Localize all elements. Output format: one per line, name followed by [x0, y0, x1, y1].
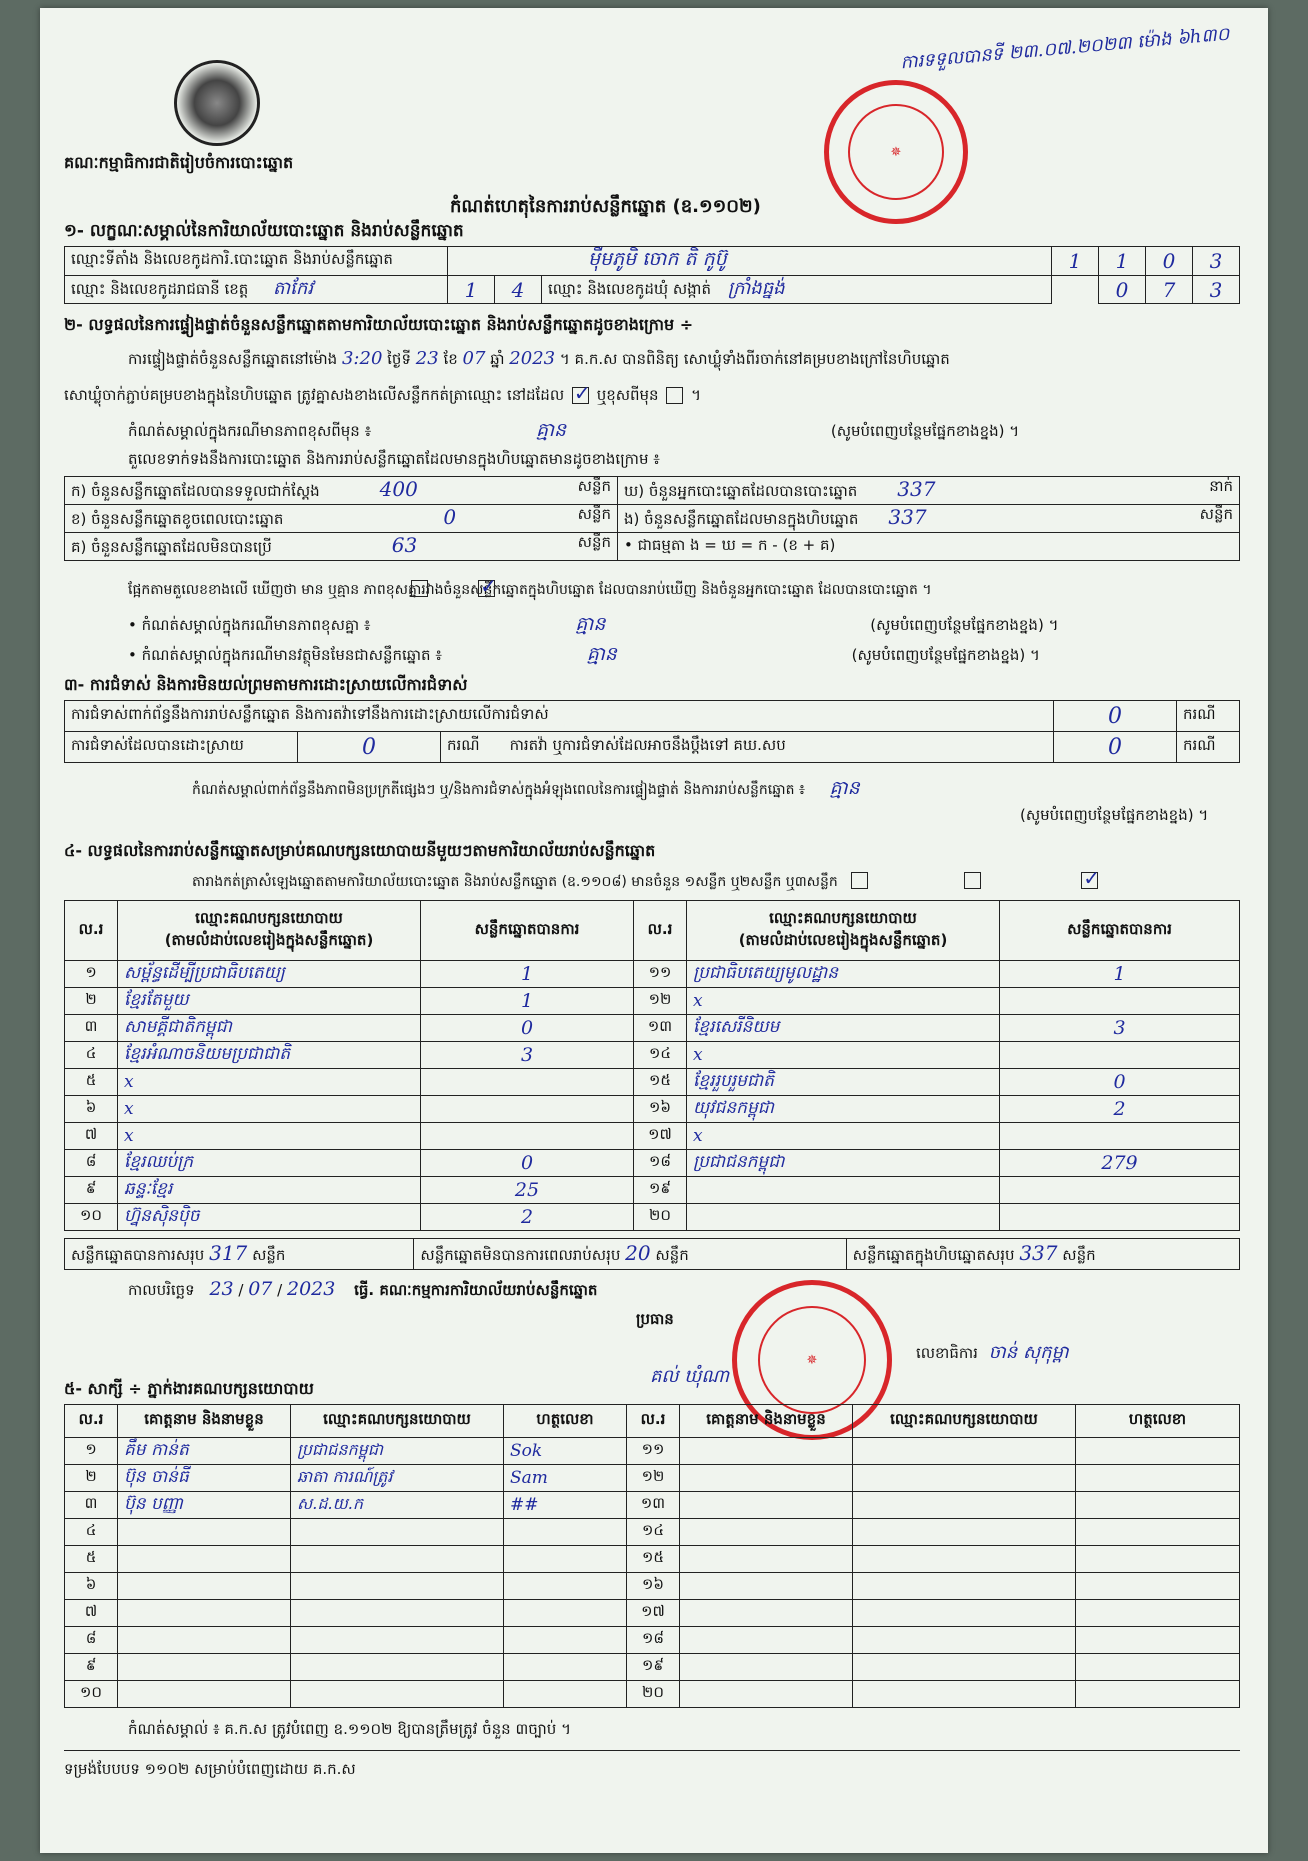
chair-name: គល់ ឃុំណា	[650, 1366, 730, 1387]
objection-row-1: ការជំទាស់ពាក់ព័ន្ធនឹងការរាប់សន្លឹកឆ្នោត និងការតវ៉ាទៅនឹងការដោះស្រាយលើការជំទាស់	[65, 701, 1054, 732]
witness-name	[680, 1573, 853, 1600]
fig-b-value: 0	[443, 505, 457, 529]
footer-note: កំណត់សម្គាល់ ៖ គ.ក.ស ត្រូវបំពេញ ឧ.១១០២ ឱ្យបានត្រឹមត្រូវ ចំនួន ៣ច្បាប់ ។	[128, 1720, 571, 1738]
result-party: ប្រជាធិបតេយ្យមូលដ្ឋាន	[687, 961, 1000, 988]
witness-no: ៦	[65, 1573, 118, 1600]
result-party: x	[118, 1096, 421, 1123]
witness-row	[65, 1600, 1240, 1627]
irregularity-fill: (សូមបំពេញបន្ថែមផ្នែកខាងខ្នង) ។	[1020, 806, 1209, 824]
results-row	[65, 1015, 1240, 1042]
result-votes: 1	[421, 988, 634, 1015]
date-month: 07	[248, 1278, 273, 1300]
secretary-line: លេខាធិការ ចាន់ សុកុម្ពា	[916, 1342, 1069, 1363]
result-no: ១០	[65, 1204, 118, 1231]
witness-row	[65, 1681, 1240, 1708]
witness-signature	[1076, 1519, 1240, 1546]
results-row	[65, 1177, 1240, 1204]
witness-name	[118, 1681, 291, 1708]
result-votes: 2	[1000, 1096, 1240, 1123]
witness-signature	[504, 1600, 627, 1627]
witness-col-no-right: ល.រ	[627, 1405, 680, 1438]
note3-line: • កំណត់សម្គាល់ក្នុងករណីមានវត្ថុមិនមែនជាសន្លឹកឆ្នោត ៖ គ្មាន (សូមបំពេញបន្ថែមផ្នែកខាងខ្នង) ។	[128, 643, 1040, 665]
fig-a: ក) ចំនួនសន្លឹកឆ្នោតដែលបានទទួលជាក់ស្តែង 400 សន្លឹក	[65, 477, 618, 505]
note-diff-line: កំណត់សម្គាល់ក្នុងករណីមានភាពខុសពីមុន ៖ គ្មាន (សូមបំពេញបន្ថែមផ្នែកខាងខ្នង) ។	[128, 419, 1020, 441]
result-votes	[1000, 988, 1240, 1015]
result-no: ១៥	[634, 1069, 687, 1096]
station-code-2: 1	[1099, 247, 1146, 276]
witness-no: ១	[65, 1438, 118, 1465]
witness-signature	[1076, 1492, 1240, 1519]
witness-name	[118, 1546, 291, 1573]
fig-e-value: 337	[888, 505, 927, 529]
result-party: ហ្វ៊ុនស៊ិនប៉ិច	[118, 1204, 421, 1231]
witness-signature	[1076, 1438, 1240, 1465]
section5-title: ៥- សាក្សី ÷ ភ្នាក់ងារគណបក្សនយោបាយ	[64, 1379, 314, 1398]
witness-party	[291, 1573, 504, 1600]
witness-row	[65, 1438, 1240, 1465]
witness-signature: Sok	[504, 1438, 627, 1465]
result-votes	[1000, 1204, 1240, 1231]
witness-party	[291, 1519, 504, 1546]
station-code-3: 0	[1146, 247, 1193, 276]
fig-d: ឃ) ចំនួនអ្នកបោះឆ្នោតដែលបានបោះឆ្នោត 337 នាក់	[618, 477, 1240, 505]
witness-signature	[1076, 1573, 1240, 1600]
results-row	[65, 1123, 1240, 1150]
witness-no: ៤	[65, 1519, 118, 1546]
compare-line: ផ្អែកតាមតួលេខខាងលើ ឃើញថា មាន ឬគ្មាន ភាពខុសគ្នារវាងចំនួនសន្លឹកឆ្នោតក្នុងហិបឆ្នោត ដែលបានរាប់ឃើញ និងចំនួនអ្នកបោះឆ្នោត ដែលបានបោះឆ្នោត ។	[128, 582, 932, 598]
result-party: ឆន្ទៈខ្មែរ	[118, 1177, 421, 1204]
province-code-1: 1	[448, 276, 495, 304]
station-code-1: 1	[1052, 247, 1099, 276]
changed-checkbox[interactable]	[666, 387, 683, 404]
witness-no: ៩	[65, 1654, 118, 1681]
result-votes: 0	[421, 1015, 634, 1042]
result-party	[687, 1204, 1000, 1231]
verify-line-2: សោឃ្លុំចាក់ភ្ជាប់គម្របខាងក្នុងនៃហិបឆ្នោត ត្រូវគ្នាសងខាងលើសន្លឹកកត់ត្រាឈ្មោះ នៅដដែល ✓ ឬខុសពីមុន ។	[64, 386, 701, 408]
result-party: x	[687, 988, 1000, 1015]
results-row	[65, 1042, 1240, 1069]
note2-line: • កំណត់សម្គាល់ក្នុងករណីមានភាពខុសគ្នា ៖ គ្មាន (សូមបំពេញបន្ថែមផ្នែកខាងខ្នង) ។	[128, 613, 1059, 635]
tally-sheets-line: តារាងកត់ត្រាសំឡេងឆ្នោតតាមការិយាល័យបោះឆ្នោត និងរាប់សន្លឹកឆ្នោត (ឧ.១១០៨) មានចំនួន ១សន្លឹក ឬ២សន្លឹក ឬ៣សន្លឹក	[192, 874, 838, 890]
witness-signature	[1076, 1654, 1240, 1681]
results-row	[65, 1204, 1240, 1231]
station-value: ម៉ឺមភូមិ ចោក តិ កូប៊ូ	[448, 247, 1052, 276]
result-no: ១១	[634, 961, 687, 988]
witness-party	[853, 1681, 1076, 1708]
province-code-2: 4	[495, 276, 542, 304]
total-box-value: 337	[1019, 1240, 1058, 1265]
results-row	[65, 1150, 1240, 1177]
witness-party	[291, 1546, 504, 1573]
fig-c: គ) ចំនួនសន្លឹកឆ្នោតដែលមិនបានប្រើ 63 សន្លឹក	[65, 533, 618, 561]
witness-no: ២០	[627, 1681, 680, 1708]
witness-no: ១៣	[627, 1492, 680, 1519]
witness-signature	[1076, 1681, 1240, 1708]
result-party: x	[118, 1069, 421, 1096]
fig-a-value: 400	[379, 477, 418, 501]
form-title: កំណត់ហេតុនៃការរាប់សន្លឹកឆ្នោត (ឧ.១១០២)	[450, 196, 761, 217]
witness-party	[291, 1654, 504, 1681]
result-votes: 2	[421, 1204, 634, 1231]
witness-signature	[504, 1573, 627, 1600]
witness-party	[291, 1681, 504, 1708]
witness-name	[680, 1546, 853, 1573]
witness-no: ៧	[65, 1600, 118, 1627]
witness-party	[853, 1573, 1076, 1600]
note2-value: គ្មាន	[575, 613, 606, 635]
footer-form-code: ទម្រង់បែបបទ ១១០២ សម្រាប់បំពេញដោយ គ.ក.ស	[64, 1760, 356, 1778]
witness-signature	[504, 1519, 627, 1546]
total-invalid: សន្លឹកឆ្នោតមិនបានការពេលរាប់សរុប 20 សន្លឹក	[414, 1239, 846, 1270]
irregularity-value: គ្មាន	[829, 777, 860, 799]
note3-value: គ្មាន	[586, 643, 617, 665]
result-no: ១៣	[634, 1015, 687, 1042]
totals-table	[64, 1238, 1240, 1270]
results-row	[65, 961, 1240, 988]
result-votes	[421, 1069, 634, 1096]
result-party: ខ្មែរតែមួយ	[118, 988, 421, 1015]
result-party: x	[118, 1123, 421, 1150]
witness-party	[853, 1654, 1076, 1681]
witness-no: ១៥	[627, 1546, 680, 1573]
figures-table	[64, 476, 1240, 561]
objections-table	[64, 700, 1240, 763]
section3-title: ៣- ការជំទាស់ និងការមិនយល់ព្រមតាមការដោះស្រាយលើការជំទាស់	[64, 675, 468, 694]
witness-row	[65, 1492, 1240, 1519]
results-col-votes-right: សន្លឹកឆ្នោតបានការ	[1000, 901, 1240, 961]
total-valid-value: 317	[209, 1240, 248, 1265]
witness-signature	[504, 1654, 627, 1681]
witness-no: ៣	[65, 1492, 118, 1519]
result-no: ២០	[634, 1204, 687, 1231]
result-party: x	[687, 1123, 1000, 1150]
official-stamp-bottom: ✵	[732, 1280, 892, 1440]
witness-row	[65, 1654, 1240, 1681]
result-party: ខ្មែរសេរីនិយម	[687, 1015, 1000, 1042]
results-col-no-right: ល.រ	[634, 901, 687, 961]
org-name: គណៈកម្មាធិការជាតិរៀបចំការបោះឆ្នោត	[64, 153, 294, 172]
witness-no: ១២	[627, 1465, 680, 1492]
witness-name: ប៊ុន បញ្ញា	[118, 1492, 291, 1519]
result-party	[687, 1177, 1000, 1204]
date-year: 2023	[287, 1278, 336, 1300]
result-no: ១៨	[634, 1150, 687, 1177]
witness-name	[680, 1492, 853, 1519]
result-no: ១៤	[634, 1042, 687, 1069]
result-party: ខ្មែរអំណាចនិយមប្រជាជាតិ	[118, 1042, 421, 1069]
irregularity-note: កំណត់សម្គាល់ពាក់ព័ន្ធនឹងភាពមិនប្រក្រតីផ្សេងៗ ឬ/និងការជំទាស់ក្នុងអំឡុងពេលនៃការផ្ទៀងផ្ទាត់ និងការរាប់សន្លឹកឆ្នោត ៖ គ្មាន	[192, 777, 860, 799]
commune-code-3: 3	[1193, 276, 1240, 304]
result-votes	[1000, 1123, 1240, 1150]
no-diff-checkbox[interactable]	[478, 580, 495, 597]
objection-appeal: ករណី ការតវ៉ា ឬការជំទាស់ដែលអាចនឹងប្តឹងទៅ គឃ.សប	[441, 732, 1054, 763]
witness-no: ១៧	[627, 1600, 680, 1627]
result-no: ១	[65, 961, 118, 988]
secretary-name: ចាន់ សុកុម្ពា	[988, 1342, 1069, 1363]
witness-party	[291, 1600, 504, 1627]
witness-signature	[1076, 1627, 1240, 1654]
witness-col-sign-right: ហត្ថលេខា	[1076, 1405, 1240, 1438]
witness-party	[853, 1627, 1076, 1654]
witness-signature	[504, 1546, 627, 1573]
result-no: ៣	[65, 1015, 118, 1042]
result-votes: 1	[1000, 961, 1240, 988]
witness-signature	[504, 1681, 627, 1708]
verify-line-1: ការផ្ទៀងផ្ទាត់ចំនួនសន្លឹកឆ្នោតនៅម៉ោង 3:20 ថ្ងៃទី 23 ខែ 07 ឆ្នាំ 2023 ។ គ.ក.ស បានពិនិត្យ សោឃ្លុំទាំងពីរចាក់នៅគម្របខាងក្រៅនៃហិបឆ្នោត	[128, 348, 950, 369]
results-col-party-right: ឈ្មោះគណបក្សនយោបាយ (តាមលំដាប់លេខរៀងក្នុងសន្លឹកឆ្នោត)	[687, 901, 1000, 961]
total-valid: សន្លឹកឆ្នោតបានការសរុប 317 សន្លឹក	[65, 1239, 414, 1270]
chair-label: ប្រធាន	[636, 1310, 674, 1328]
witness-party: ប្រជាជនកម្ពុជា	[291, 1438, 504, 1465]
witness-party	[853, 1519, 1076, 1546]
witness-name	[118, 1519, 291, 1546]
result-votes: 3	[421, 1042, 634, 1069]
objection-resolved-value: 0	[298, 732, 441, 763]
witness-no: ១៨	[627, 1627, 680, 1654]
witness-signature	[504, 1627, 627, 1654]
station-code-4: 3	[1193, 247, 1240, 276]
results-row	[65, 988, 1240, 1015]
result-no: ១៧	[634, 1123, 687, 1150]
results-row	[65, 1096, 1240, 1123]
results-col-no-left: ល.រ	[65, 901, 118, 961]
witness-name	[680, 1654, 853, 1681]
results-col-party-left: ឈ្មោះគណបក្សនយោបាយ (តាមលំដាប់លេខរៀងក្នុងសន្លឹកឆ្នោត)	[118, 901, 421, 961]
fig-b: ខ) ចំនួនសន្លឹកឆ្នោតខូចពេលបោះឆ្នោត 0 សន្លឹក	[65, 505, 618, 533]
province-label: ឈ្មោះ និងលេខកូដរាជធានី ខេត្ត តាកែវ	[65, 276, 448, 304]
commune-code-1: 0	[1099, 276, 1146, 304]
witness-col-name-left: គោត្តនាម និងនាមខ្លួន	[118, 1405, 291, 1438]
witness-party	[291, 1627, 504, 1654]
result-no: ៥	[65, 1069, 118, 1096]
witness-table	[64, 1404, 1240, 1708]
result-party: សម្ព័ន្ធដើម្បីប្រជាធិបតេយ្យ	[118, 961, 421, 988]
witness-name	[118, 1654, 291, 1681]
witness-col-no-left: ល.រ	[65, 1405, 118, 1438]
verify-day: 23	[415, 348, 439, 369]
result-no: ៨	[65, 1150, 118, 1177]
result-no: ៤	[65, 1042, 118, 1069]
result-party: ខ្មែររួបរួមជាតិ	[687, 1069, 1000, 1096]
witness-row	[65, 1573, 1240, 1600]
witness-row	[65, 1519, 1240, 1546]
result-no: ៩	[65, 1177, 118, 1204]
one-sheet-checkbox[interactable]	[851, 872, 868, 889]
fig-formula: • ជាធម្មតា ង = ឃ = ក - (ខ + គ)	[618, 533, 1240, 561]
result-votes: 25	[421, 1177, 634, 1204]
result-votes: 1	[421, 961, 634, 988]
witness-name	[118, 1627, 291, 1654]
witness-row	[65, 1627, 1240, 1654]
witness-party	[853, 1465, 1076, 1492]
result-no: ៦	[65, 1096, 118, 1123]
witness-name: គឹម កាន់ត	[118, 1438, 291, 1465]
unchanged-checkbox[interactable]	[572, 387, 589, 404]
witness-row	[65, 1465, 1240, 1492]
result-no: ៧	[65, 1123, 118, 1150]
witness-signature	[1076, 1546, 1240, 1573]
objection-appeal-value: 0	[1054, 732, 1177, 763]
witness-row	[65, 1546, 1240, 1573]
result-no: ១៦	[634, 1096, 687, 1123]
objection-row-1-value: 0	[1054, 701, 1177, 732]
commune-value: ក្រាំងធ្នង់	[727, 278, 785, 299]
commune-label: ឈ្មោះ និងលេខកូដឃុំ សង្កាត់ ក្រាំងធ្នង់	[542, 276, 1052, 304]
form-page	[40, 8, 1268, 1853]
result-no: ១៩	[634, 1177, 687, 1204]
witness-name	[680, 1438, 853, 1465]
witness-name	[680, 1681, 853, 1708]
result-votes: 0	[1000, 1069, 1240, 1096]
section4-title: ៤- លទ្ធផលនៃការរាប់សន្លឹកឆ្នោតសម្រាប់គណបក្សនយោបាយនីមួយៗតាមការិយាល័យរាប់សន្លឹកឆ្នោត	[64, 841, 656, 860]
witness-no: ១១	[627, 1438, 680, 1465]
witness-no: ១៩	[627, 1654, 680, 1681]
result-party: x	[687, 1042, 1000, 1069]
note-diff-value: គ្មាន	[535, 419, 567, 441]
result-votes	[1000, 1042, 1240, 1069]
witness-no: ២	[65, 1465, 118, 1492]
two-sheets-checkbox[interactable]	[964, 872, 981, 889]
witness-party	[853, 1546, 1076, 1573]
result-no: ២	[65, 988, 118, 1015]
figures-intro: តួលេខទាក់ទងនឹងការបោះឆ្នោត និងការរាប់សន្លឹកឆ្នោតដែលមានក្នុងហិបឆ្នោតមានដូចខាងក្រោម ៖	[128, 450, 660, 468]
witness-col-name-right: គោត្តនាម និងនាមខ្លួន	[680, 1405, 853, 1438]
section2-title: ២- លទ្ធផលនៃការផ្ទៀងផ្ទាត់ចំនួនសន្លឹកឆ្នោតតាមការិយាល័យបោះឆ្នោត និងរាប់សន្លឹកឆ្នោតដូចខាងក្រោម ÷	[64, 315, 694, 334]
results-table	[64, 900, 1240, 1231]
receipt-note: ការទទួលបានទី ២៣.០៧.២០២៣ ម៉ោង ៦h៣០	[899, 23, 1231, 74]
witness-name	[680, 1627, 853, 1654]
footer-divider	[64, 1750, 1240, 1751]
has-diff-checkbox[interactable]	[411, 580, 428, 597]
witness-no: ៥	[65, 1546, 118, 1573]
result-party: សាមគ្គីជាតិកម្ពុជា	[118, 1015, 421, 1042]
witness-no: ១០	[65, 1681, 118, 1708]
fig-e: ង) ចំនួនសន្លឹកឆ្នោតដែលមានក្នុងហិបឆ្នោត 337 សន្លឹក	[618, 505, 1240, 533]
date-day: 23	[209, 1278, 234, 1300]
result-votes: 279	[1000, 1150, 1240, 1177]
result-party: ប្រជាជនកម្ពុជា	[687, 1150, 1000, 1177]
objection-row-1-unit: ករណី	[1177, 701, 1240, 732]
witness-no: ៨	[65, 1627, 118, 1654]
fig-d-value: 337	[897, 477, 936, 501]
section1-title: ១- លក្ខណៈសម្គាល់នៃការិយាល័យបោះឆ្នោត និងរាប់សន្លឹកឆ្នោត	[64, 221, 464, 241]
results-col-votes-left: សន្លឹកឆ្នោតបានការ	[421, 901, 634, 961]
commune-code-2: 7	[1146, 276, 1193, 304]
witness-name	[680, 1600, 853, 1627]
result-no: ១២	[634, 988, 687, 1015]
witness-signature	[1076, 1465, 1240, 1492]
witness-party	[853, 1492, 1076, 1519]
section1-table	[64, 246, 1240, 304]
witness-name	[118, 1573, 291, 1600]
witness-name	[118, 1600, 291, 1627]
witness-name	[680, 1519, 853, 1546]
compare-checkboxes	[408, 578, 498, 597]
verify-time: 3:20	[341, 348, 383, 369]
witness-col-party-right: ឈ្មោះគណបក្សនយោបាយ	[853, 1405, 1076, 1438]
date-line: កាលបរិច្ឆេទ 23 / 07 / 2023 ធ្វើ. គណៈកម្មការការិយាល័យរាប់សន្លឹកឆ្នោត	[128, 1278, 598, 1300]
fig-c-value: 63	[391, 533, 418, 557]
witness-name	[680, 1465, 853, 1492]
nec-logo	[174, 60, 260, 146]
official-stamp-top: ✵	[824, 80, 968, 224]
result-votes	[1000, 1177, 1240, 1204]
witness-party	[853, 1600, 1076, 1627]
witness-party: ស.ដ.យ.ក	[291, 1492, 504, 1519]
result-votes	[421, 1123, 634, 1150]
province-value: តាកែវ	[273, 278, 314, 299]
result-votes: 0	[421, 1150, 634, 1177]
witness-signature: Sam	[504, 1465, 627, 1492]
three-sheets-checkbox[interactable]	[1081, 872, 1098, 889]
result-party: យុវជនកម្ពុជា	[687, 1096, 1000, 1123]
result-votes	[421, 1096, 634, 1123]
witness-signature	[1076, 1600, 1240, 1627]
witness-name: ប៊ុន ចាន់ធី	[118, 1465, 291, 1492]
results-row	[65, 1069, 1240, 1096]
objection-appeal-unit: ករណី	[1177, 732, 1240, 763]
witness-no: ១៦	[627, 1573, 680, 1600]
witness-party	[853, 1438, 1076, 1465]
witness-col-party-left: ឈ្មោះគណបក្សនយោបាយ	[291, 1405, 504, 1438]
witness-no: ១៤	[627, 1519, 680, 1546]
witness-signature: ##	[504, 1492, 627, 1519]
verify-year: 2023	[509, 348, 556, 369]
station-label: ឈ្មោះទីតាំង និងលេខកូដការិ.បោះឆ្នោត និងរាប់សន្លឹកឆ្នោត	[65, 247, 448, 276]
objection-resolved: ការជំទាស់ដែលបានដោះស្រាយ	[65, 732, 298, 763]
witness-party: ឆាតា ការណ៍ត្រូវ	[291, 1465, 504, 1492]
tally-sheet-checkboxes	[848, 870, 1101, 889]
verify-month: 07	[462, 348, 486, 369]
witness-col-sign-left: ហត្ថលេខា	[504, 1405, 627, 1438]
total-box: សន្លឹកឆ្នោតក្នុងហិបឆ្នោតសរុប 337 សន្លឹក	[846, 1239, 1239, 1270]
result-party: ខ្មែរឈប់ក្រ	[118, 1150, 421, 1177]
result-votes: 3	[1000, 1015, 1240, 1042]
total-invalid-value: 20	[625, 1240, 651, 1265]
